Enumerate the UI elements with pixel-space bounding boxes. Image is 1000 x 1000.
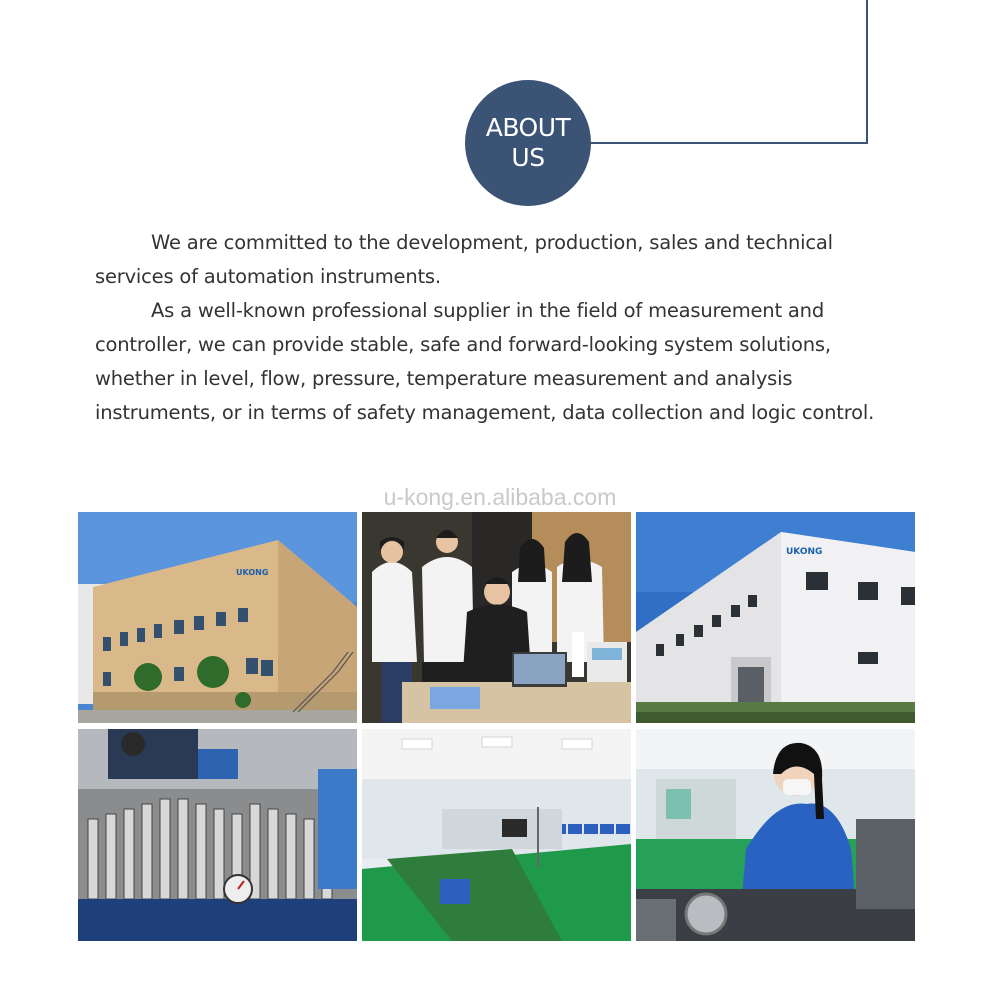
corner-line-horizontal bbox=[585, 142, 868, 144]
corner-line-vertical bbox=[866, 0, 868, 144]
intro-paragraph-1: We are committed to the development, production, sales and technical services of automation instruments. bbox=[95, 231, 833, 288]
about-us-badge bbox=[465, 80, 591, 206]
building-logo-text: UKONG bbox=[236, 568, 269, 577]
photo-team bbox=[362, 512, 631, 723]
about-us-title: ABOUT US bbox=[485, 113, 571, 172]
svg-text:UKONG: UKONG bbox=[786, 547, 823, 557]
photo-factory-building bbox=[636, 512, 915, 723]
watermark: u-kong.en.alibaba.com bbox=[383, 484, 617, 510]
intro-paragraph-2: As a well-known professional supplier in the field of measurement and controller, we can provide stable, safe and forward-looking system solutions, whether in level, flow, pressure, temperature measurement and analysis instruments, or in terms of safety management, data collection and logic control. bbox=[95, 299, 875, 424]
photo-office-building bbox=[78, 512, 357, 723]
photo-lab-worker bbox=[636, 729, 915, 941]
photo-parts-production bbox=[78, 729, 357, 941]
intro-text bbox=[95, 226, 915, 430]
photo-assembly-workshop bbox=[362, 729, 631, 941]
